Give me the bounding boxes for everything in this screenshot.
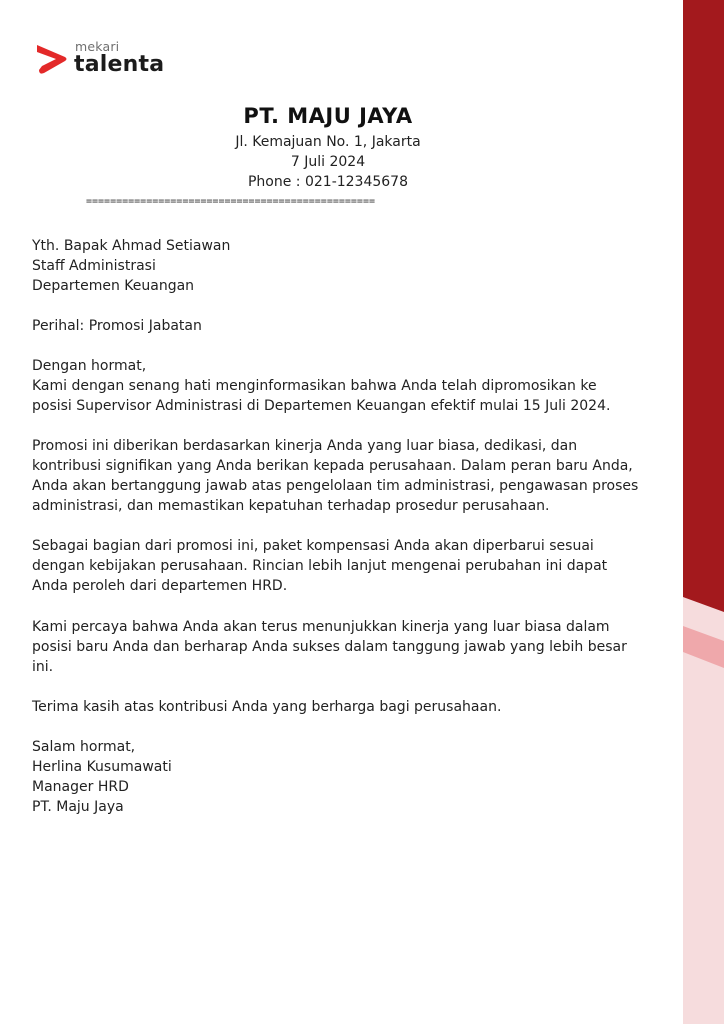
recipient-position: Staff Administrasi	[32, 258, 156, 274]
signer-company: PT. Maju Jaya	[32, 799, 124, 815]
side-decoration	[683, 0, 724, 1024]
closing-block	[32, 737, 642, 817]
company-phone: Phone : 021-12345678	[247, 174, 408, 190]
paragraph-1	[32, 356, 642, 416]
paragraph-line: administrasi, dan memastikan kepatuhan terhadap prosedur perusahaan.	[32, 498, 550, 514]
signer-title: Manager HRD	[32, 779, 129, 795]
paragraph-line: Anda akan bertanggung jawab atas pengelolaan tim administrasi, pengawasan proses	[32, 478, 639, 494]
letter-date: 7 Juli 2024	[290, 154, 366, 170]
recipient-block	[32, 236, 642, 296]
company-address: Jl. Kemajuan No. 1, Jakarta	[235, 134, 421, 150]
paragraph-line: ini.	[32, 659, 54, 675]
paragraph-line: Kami dengan senang hati menginformasikan bahwa Anda telah dipromosikan ke	[32, 378, 597, 394]
logo-subtext: mekari	[75, 39, 120, 54]
paragraph-line: Terima kasih atas kontribusi Anda yang berharga bagi perusahaan.	[32, 699, 502, 715]
logo-wordmark: talenta	[74, 52, 165, 77]
paragraph-line: kontribusi signifikan yang Anda berikan kepada perusahaan. Dalam peran baru Anda,	[32, 458, 633, 474]
paragraph-line: Sebagai bagian dari promosi ini, paket kompensasi Anda akan diperbarui sesuai	[32, 538, 594, 554]
paragraph-line: dengan kebijakan perusahaan. Rincian lebih lanjut mengenai perubahan ini dapat	[32, 558, 608, 574]
paragraph-line: Kami percaya bahwa Anda akan terus menunjukkan kinerja yang luar biasa dalam	[32, 619, 610, 635]
paragraph-3	[32, 536, 642, 596]
paragraph-5	[32, 697, 642, 717]
paragraph-line: posisi baru Anda dan berharap Anda sukses dalam tanggung jawab yang lebih besar	[32, 639, 627, 655]
closing-salutation: Salam hormat,	[32, 739, 136, 755]
mekari-talenta-logo	[34, 38, 184, 82]
subject-line: Perihal: Promosi Jabatan	[32, 318, 202, 334]
header-separator: ================================================	[86, 196, 375, 207]
paragraph-2	[32, 436, 642, 516]
greeting: Dengan hormat,	[32, 358, 147, 374]
paragraph-4	[32, 617, 642, 677]
paragraph-line: Anda peroleh dari departemen HRD.	[32, 578, 288, 594]
signer-name: Herlina Kusumawati	[32, 759, 172, 775]
paragraph-line: Promosi ini diberikan berdasarkan kinerja Anda yang luar biasa, dedikasi, dan	[32, 438, 578, 454]
paragraph-line: posisi Supervisor Administrasi di Departemen Keuangan efektif mulai 15 Juli 2024.	[32, 398, 611, 414]
company-name: PT. MAJU JAYA	[243, 104, 413, 128]
recipient-name: Yth. Bapak Ahmad Setiawan	[32, 238, 231, 254]
logo-mark-icon	[34, 42, 68, 76]
recipient-department: Departemen Keuangan	[32, 278, 195, 294]
